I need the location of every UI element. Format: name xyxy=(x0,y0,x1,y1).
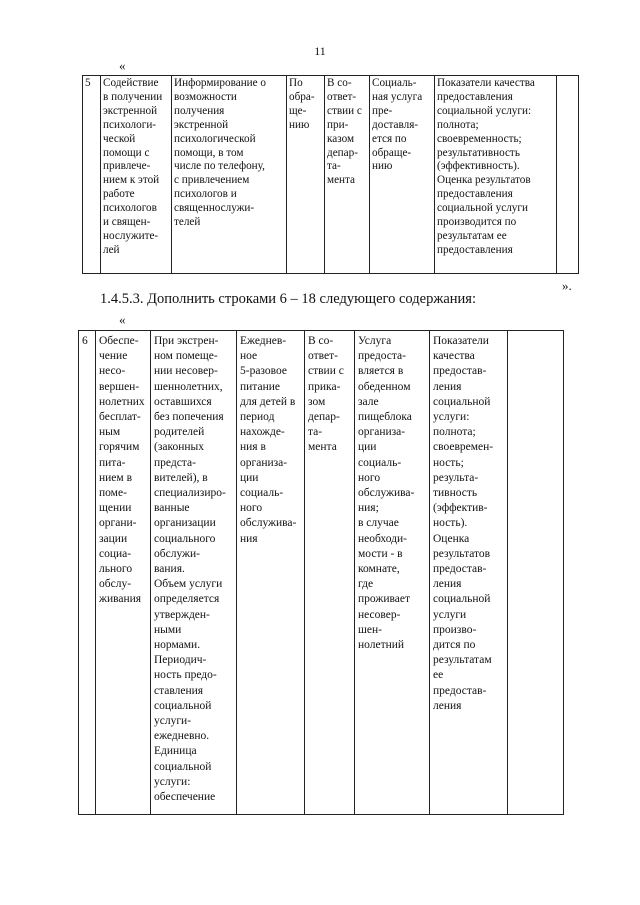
closing-quote: ». xyxy=(562,278,572,293)
conditions-cell: Услуга предоста- вляется в обеденном зале пищеблока организа- ции социаль- ного обслужива- ния; в случае необходи- мости - в комнате, где проживает несовер- шен- нолетний xyxy=(355,331,430,815)
table-row xyxy=(83,76,579,274)
term-cell: В со- ответ- ствии с при- казом депар- та- мента xyxy=(325,76,370,274)
page-number: 11 xyxy=(314,44,326,58)
row-number-cell: 5 xyxy=(83,76,101,274)
service-name-cell: Содействие в получении экстренной психологи- ческой помощи с привлече- нием к этой работе психологов и священ- нослужите- лей xyxy=(101,76,172,274)
section-heading: 1.4.5.3. Дополнить строками 6 – 18 следующего содержания: xyxy=(100,291,477,307)
frequency-cell: Ежеднев- ное 5-разовое питание для детей в период нахожде- ния в организа- ции социаль- ного обслужива- ния xyxy=(237,331,305,815)
services-table-row-5 xyxy=(82,75,579,274)
empty-cell xyxy=(557,76,579,274)
opening-quote: « xyxy=(119,312,126,327)
row-number-cell: 6 xyxy=(79,331,96,815)
frequency-cell: По обра- ще- нию xyxy=(287,76,325,274)
service-name-cell: Обеспе- чение несо- вершен- нолетних бесплат- ным горячим пита- нием в поме- щении органи- зации социа- льного обслу- живания xyxy=(96,331,151,815)
table-row xyxy=(79,331,564,815)
quality-indicators-cell: Показатели качества предоставления социальной услуги: полнота; своевременность; результативность (эффективность). Оценка результатов предоставления социальной услуги производится по результатам ее предоставления xyxy=(435,76,557,274)
services-table-row-6 xyxy=(78,330,564,815)
service-description-cell: При экстрен- ном помеще- нии несовер- шеннолетних, оставшихся без попечения родителей (законных предста- вителей), в специализиро- ванные организации социального обслужи- вания. Объем услуги определяется утвержден- ными нормами. Периодич- ность предо- ставления социальной услуги- ежедневно. Единица социальной услуги: обеспечение xyxy=(151,331,237,815)
service-description-cell: Информирование о возможности получения экстренной психологической помощи, в том числе по телефону, с привлечением психологов и священнослужи- телей xyxy=(172,76,287,274)
conditions-cell: Социаль- ная услуга пре- доставля- ется по обраще- нию xyxy=(370,76,435,274)
empty-cell xyxy=(508,331,564,815)
term-cell: В со- ответ- ствии с прика- зом депар- та- мента xyxy=(305,331,355,815)
opening-quote: « xyxy=(119,58,126,73)
quality-indicators-cell: Показатели качества предостав- ления социальной услуги: полнота; своевремен- ность; результа- тивность (эффектив- ность). Оценка результатов предостав- ления социальной услуги произво- дится по результатам ее предостав- ления xyxy=(430,331,508,815)
